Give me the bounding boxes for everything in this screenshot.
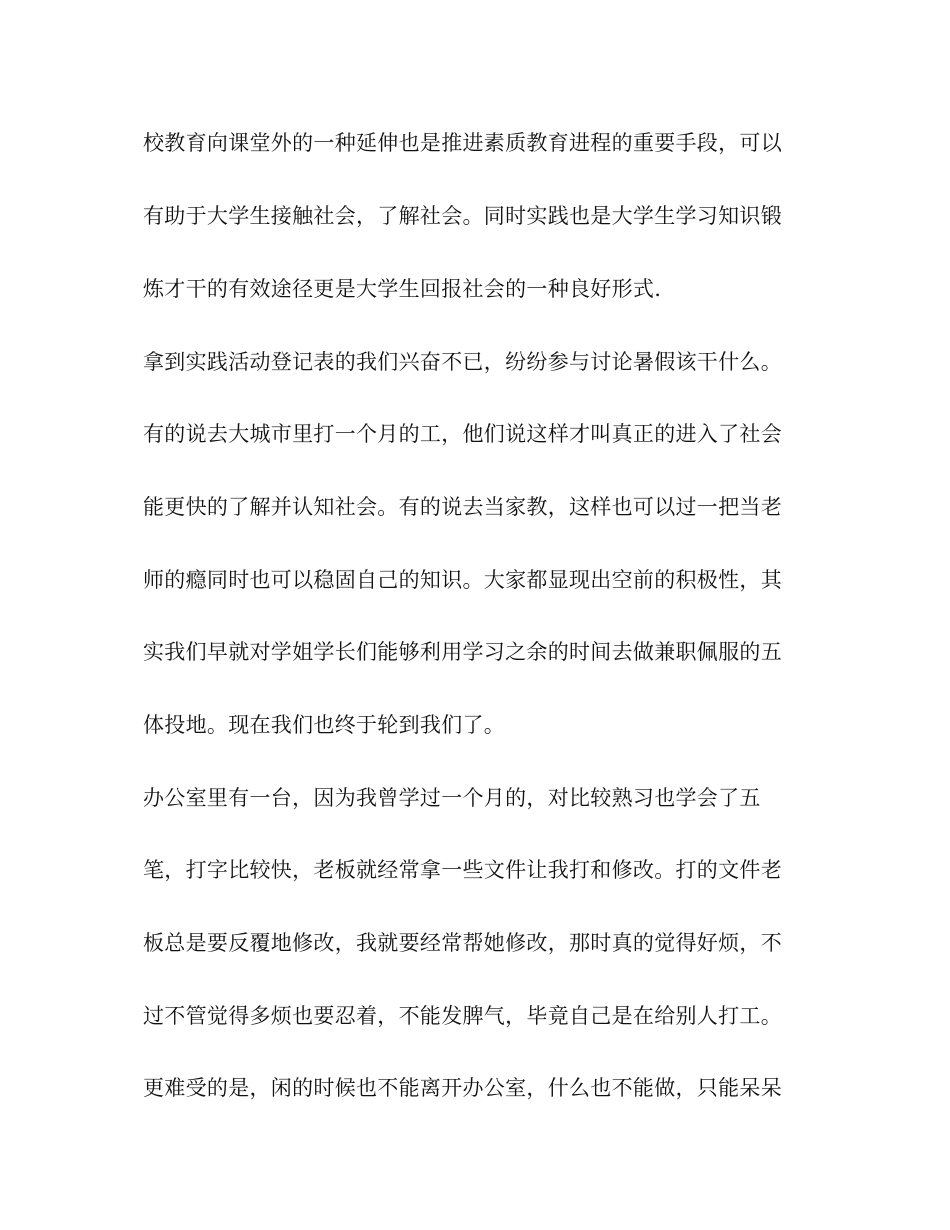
text-line: 实我们早就对学姐学长们能够利用学习之余的时间去做兼职佩服的五 [143, 640, 782, 664]
text-line: 拿到实践活动登记表的我们兴奋不已，纷纷参与讨论暑假该干什么。 [143, 350, 782, 374]
text-line: 有助于大学生接触社会，了解社会。同时实践也是大学生学习知识锻 [143, 204, 782, 228]
text-line: 炼才干的有效途径更是大学生回报社会的一种良好形式. [143, 277, 662, 301]
text-line: 办公室里有一台，因为我曾学过一个月的，对比较熟习也学会了五 [143, 786, 761, 810]
text-line: 板总是要反覆地修改，我就要经常帮她修改，那时真的觉得好烦，不 [143, 931, 782, 955]
text-line: 笔，打字比较快，老板就经常拿一些文件让我打和修改。打的文件老 [143, 858, 782, 882]
text-line: 师的瘾同时也可以稳固自己的知识。大家都显现出空前的积极性，其 [143, 568, 782, 592]
text-line: 校教育向课堂外的一种延伸也是推进素质教育进程的重要手段，可以 [143, 131, 782, 155]
text-line: 过不管觉得多烦也要忍着，不能发脾气，毕竟自己是在给别人打工。 [143, 1004, 782, 1028]
text-line: 更难受的是，闲的时候也不能离开办公室，什么也不能做，只能呆呆 [143, 1076, 782, 1100]
text-line: 有的说去大城市里打一个月的工，他们说这样才叫真正的进入了社会 [143, 422, 782, 446]
text-line: 能更快的了解并认知社会。有的说去当家教，这样也可以过一把当老 [143, 495, 782, 519]
text-line: 体投地。现在我们也终于轮到我们了。 [143, 713, 506, 737]
